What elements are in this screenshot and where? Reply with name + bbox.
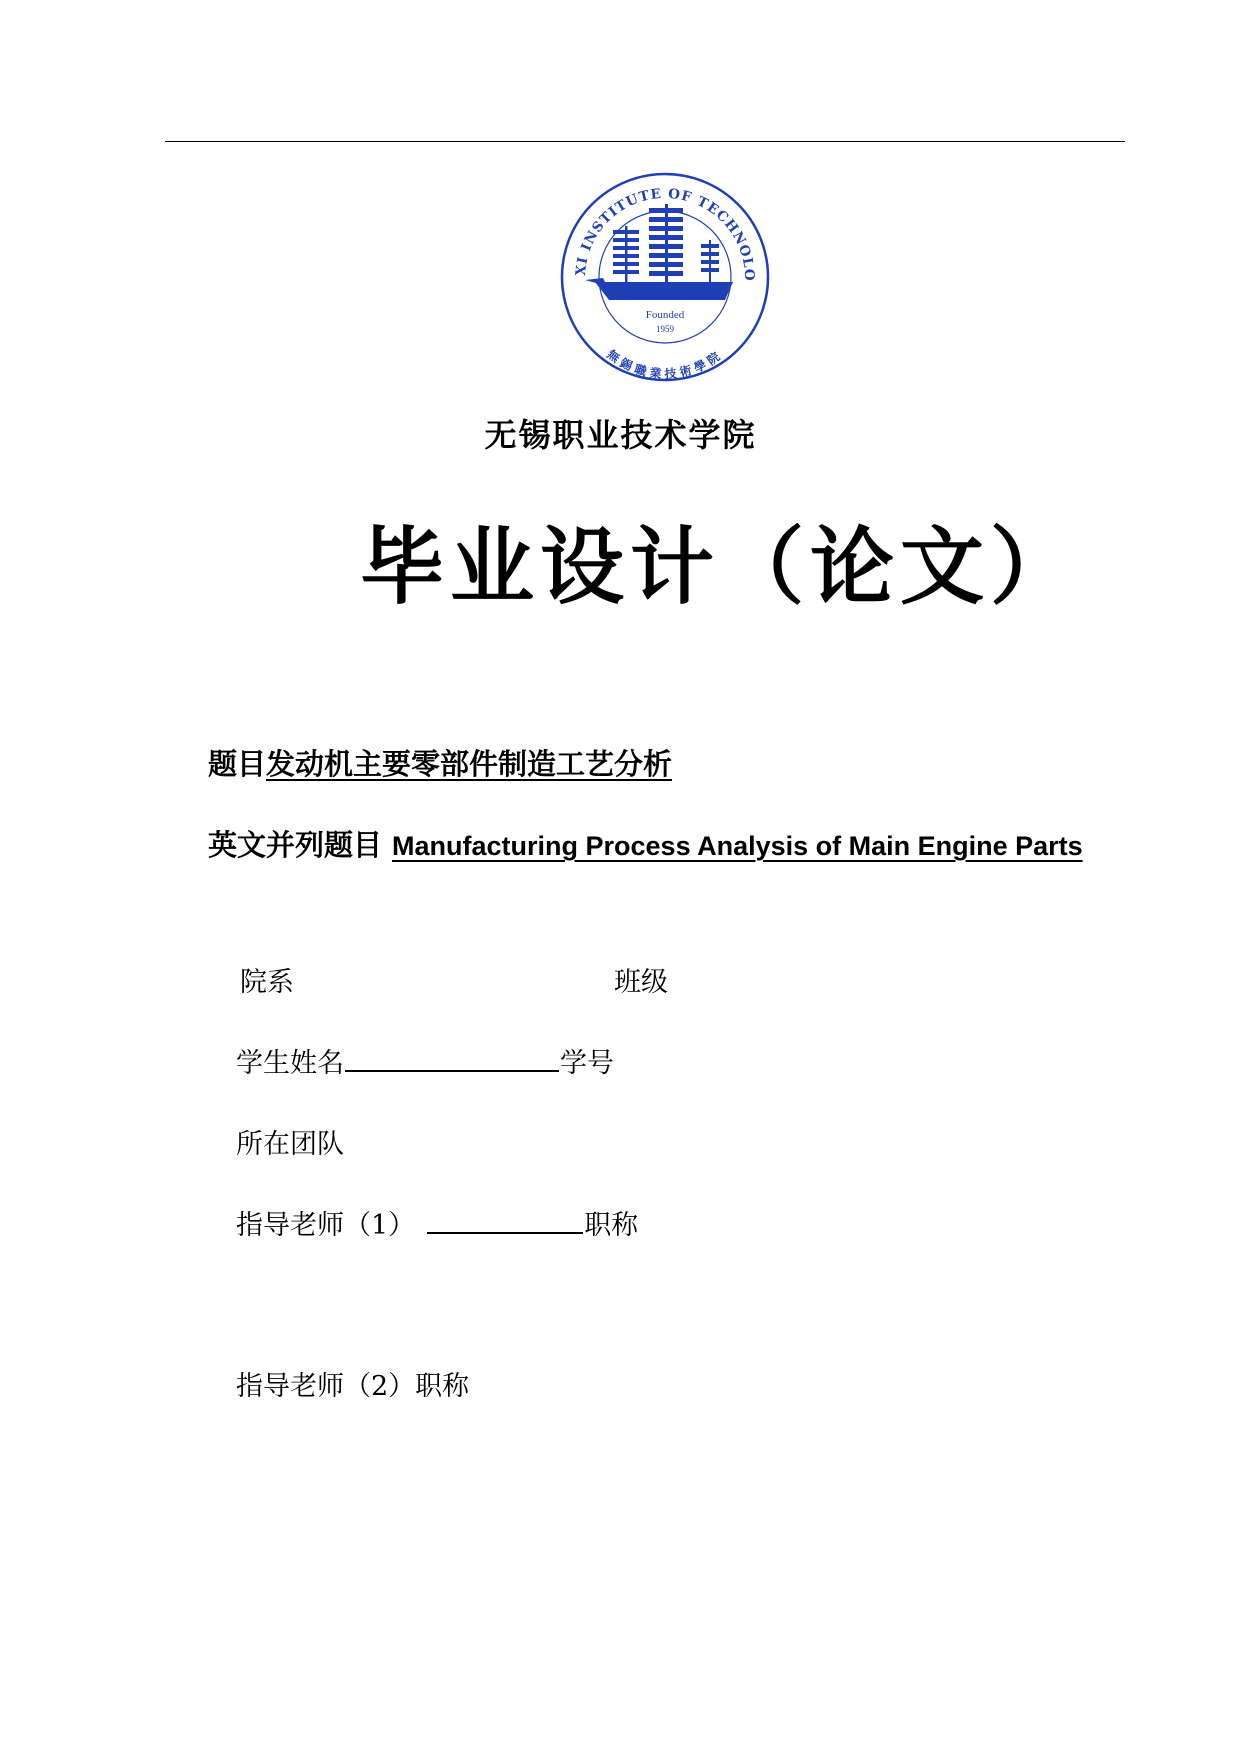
header-rule bbox=[165, 141, 1125, 142]
student-name-field bbox=[236, 1041, 614, 1080]
logo-ring-text: XI INSTITUTE OF TECHNOLO bbox=[572, 185, 758, 282]
document-title: 毕业设计（论文） bbox=[360, 517, 1081, 616]
team-field bbox=[236, 1122, 344, 1161]
student-id-label: 学号 bbox=[560, 1048, 614, 1079]
topic-label: 题目 bbox=[208, 747, 267, 781]
advisor1-label: 指导老师（1） bbox=[236, 1210, 416, 1241]
class-field bbox=[614, 960, 668, 999]
advisor2-label: 指导老师（2）职称 bbox=[236, 1371, 470, 1402]
department-label: 院系 bbox=[240, 967, 294, 998]
class-label: 班级 bbox=[614, 967, 668, 998]
advisor1-blank bbox=[427, 1231, 583, 1234]
advisor2-field bbox=[236, 1364, 469, 1403]
student-name-label: 学生姓名 bbox=[236, 1048, 344, 1079]
english-topic-row bbox=[208, 823, 1083, 864]
advisor1-title-label: 职称 bbox=[584, 1210, 639, 1241]
topic-row bbox=[208, 742, 672, 783]
logo-founded-label: Founded bbox=[645, 309, 685, 321]
student-name-blank bbox=[345, 1069, 559, 1072]
advisor1-field bbox=[236, 1203, 638, 1242]
department-field bbox=[240, 960, 294, 999]
logo-founded-year: 1959 bbox=[656, 324, 674, 334]
english-topic-label: 英文并列题目 bbox=[208, 828, 383, 862]
team-label: 所在团队 bbox=[236, 1129, 344, 1160]
english-topic-value: Manufacturing Process Analysis of Main Engine Parts bbox=[392, 831, 1083, 861]
topic-value: 发动机主要零部件制造工艺分析 bbox=[266, 747, 673, 781]
school-name: 无锡职业技术学院 bbox=[484, 416, 757, 454]
school-logo bbox=[555, 168, 775, 386]
logo-seal-text: 無錫職業技術學院 bbox=[604, 347, 726, 382]
